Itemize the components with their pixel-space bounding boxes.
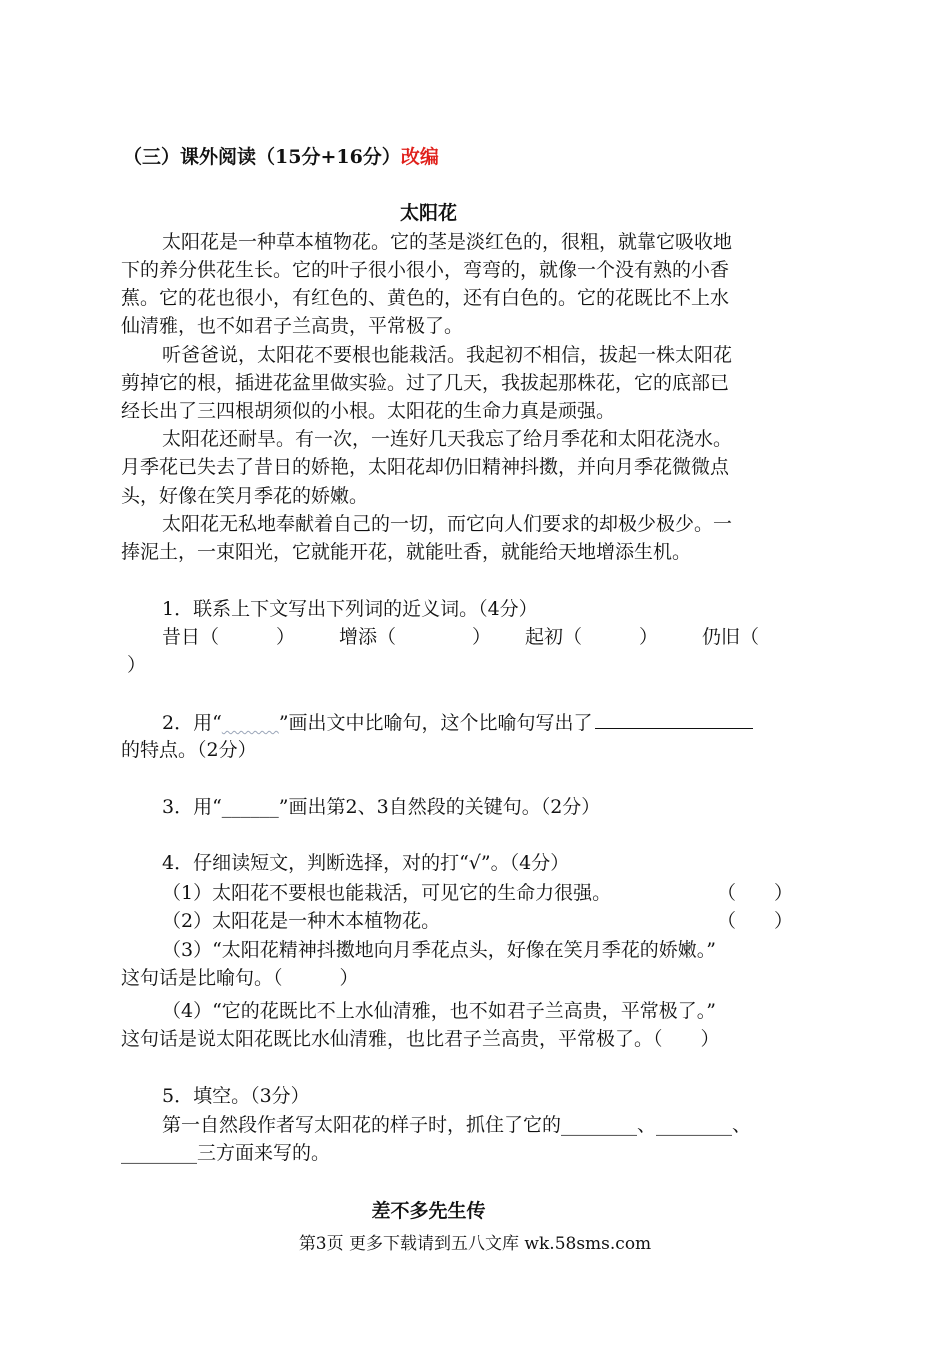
q4-prompt: 4．仔细读短文，判断选择，对的打“√”。（4分） — [162, 852, 570, 874]
passage-line: 剪掉它的根，插进花盆里做实验。过了几天，我拔起那株花，它的底部已 — [121, 372, 730, 394]
q5-line1: 第一自然段作者写太阳花的样子时，抓住了它的________、________、 — [162, 1114, 752, 1136]
passage-line: 听爸爸说，太阳花不要根也能栽活。我起初不相信，拔起一株太阳花 — [162, 344, 733, 366]
q2-post: ”画出文中比喻句，这个比喻句写出了 — [278, 712, 593, 734]
passage-line: 经长出了三四根胡须似的小根。太阳花的生命力真是顽强。 — [121, 400, 616, 422]
q1-item: 昔日（ ） — [162, 626, 296, 648]
next-article-title: 差不多先生传 — [371, 1200, 486, 1222]
q1-item: 增添（ ） — [339, 626, 492, 648]
q2-pre: 2．用“ — [162, 712, 222, 734]
q5-line2: ________三方面来写的。 — [121, 1142, 331, 1164]
q4-s4-line1: （4）“它的花既比不上水仙清雅，也不如君子兰高贵，平常极了。” — [162, 1000, 717, 1022]
q2-line2: 的特点。（2分） — [121, 739, 257, 761]
passage-line: 头，好像在笑月季花的娇嫩。 — [121, 485, 369, 507]
passage-line: 蕉。它的花也很小，有红色的、黄色的，还有白色的。它的花既比不上水 — [121, 287, 730, 309]
section-heading-main: （三）课外阅读（15分+16分） — [123, 146, 401, 168]
q4-s4-line2: 这句话是说太阳花既比水仙清雅，也比君子兰高贵，平常极了。（ ） — [121, 1028, 720, 1050]
passage-line: 太阳花无私地奉献着自己的一切，而它向人们要求的却极少极少。一 — [162, 513, 733, 535]
q4-s2: （2）太阳花是一种木本植物花。 — [162, 910, 441, 932]
q1-tail: ） — [127, 654, 147, 676]
q4-s1-box[interactable]: （ ） — [717, 882, 794, 904]
passage-title: 太阳花 — [399, 202, 457, 224]
passage-line: 月季花已失去了昔日的娇艳，太阳花却仍旧精神抖擞，并向月季花微微点 — [121, 456, 730, 478]
q1-prompt: 1．联系上下文写出下列词的近义词。（4分） — [162, 598, 538, 620]
q4-s1: （1）太阳花不要根也能栽活，可见它的生命力很强。 — [162, 882, 612, 904]
section-heading — [123, 143, 439, 171]
q4-s3-line1: （3）“太阳花精神抖擞地向月季花点头，好像在笑月季花的娇嫩。” — [162, 939, 717, 961]
passage-line: 太阳花还耐旱。有一次，一连好几天我忘了给月季花和太阳花浇水。 — [162, 428, 733, 450]
q2-answer-blank[interactable] — [595, 708, 753, 729]
q5-prompt: 5．填空。（3分） — [162, 1085, 310, 1107]
wavy-underline-sample — [222, 712, 279, 734]
passage-line: 仙清雅，也不如君子兰高贵，平常极了。 — [121, 315, 464, 337]
q4-s3-line2: 这句话是比喻句。（ ） — [121, 967, 359, 989]
q1-item: 仍旧（ — [702, 626, 760, 648]
q2-line1 — [162, 708, 753, 737]
passage-line: 太阳花是一种草本植物花。它的茎是淡红色的，很粗，就靠它吸收地 — [162, 231, 733, 253]
q4-s2-box[interactable]: （ ） — [717, 910, 794, 932]
q3-text: 3．用“______”画出第2、3自然段的关键句。（2分） — [162, 796, 601, 818]
page-footer: 第3页 更多下载请到五八文库 wk.58sms.com — [298, 1234, 652, 1254]
revised-tag: 改编 — [400, 146, 439, 168]
passage-line: 下的养分供花生长。它的叶子很小很小，弯弯的，就像一个没有熟的小香 — [121, 259, 730, 281]
q1-item: 起初（ ） — [525, 626, 659, 648]
passage-line: 捧泥土，一束阳光，它就能开花，就能吐香，就能给天地增添生机。 — [121, 541, 692, 563]
